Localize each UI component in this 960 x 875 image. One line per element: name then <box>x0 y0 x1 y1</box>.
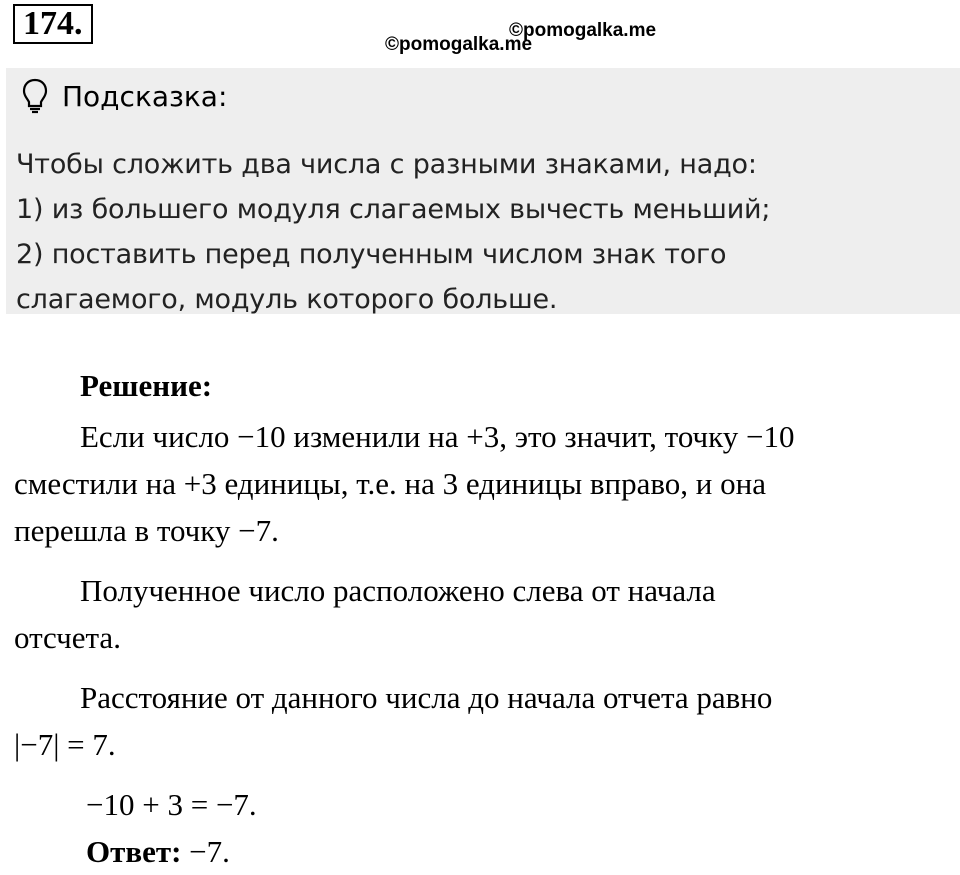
hint-title: Подсказка: <box>62 79 228 113</box>
watermark: ©pomogalka.me <box>385 34 533 55</box>
hint-line: 2) поставить перед полученным числом знак того <box>16 239 727 270</box>
lightbulb-icon <box>22 78 48 114</box>
hint-panel <box>6 68 960 314</box>
paragraph-line: Если число −10 изменили на +3, это значит, точку −10 <box>80 419 795 454</box>
paragraph-line: Полученное число расположено слева от начала <box>80 573 716 608</box>
hint-header <box>22 78 227 114</box>
paragraph-line: перешла в точку −7. <box>14 513 279 548</box>
task-number <box>13 4 93 44</box>
solution-paragraph-3 <box>14 674 950 768</box>
watermark: ©pomogalka.me <box>509 20 657 41</box>
hint-line: Чтобы сложить два числа с разными знаками, надо: <box>16 149 757 180</box>
task-number-value: 174 <box>23 5 74 42</box>
solution-paragraph-2 <box>14 567 950 661</box>
equation: −10 + 3 = −7. <box>86 787 257 822</box>
paragraph-line: отсчета. <box>14 620 121 655</box>
solution-paragraph-1 <box>14 413 950 554</box>
hint-line: 1) из большего модуля слагаемых вычесть меньший; <box>16 194 771 225</box>
answer-label: Ответ: <box>86 834 182 869</box>
answer-value: −7. <box>181 834 230 869</box>
solution-title: Решение: <box>80 368 213 403</box>
task-number-suffix: . <box>74 5 83 42</box>
answer <box>14 828 950 875</box>
hint-line: слагаемого, модуль которого больше. <box>16 284 558 315</box>
paragraph-line: |−7| = 7. <box>14 727 116 762</box>
paragraph-line: Расстояние от данного числа до начала отчета равно <box>80 680 773 715</box>
paragraph-line: сместили на +3 единицы, т.е. на 3 единицы вправо, и она <box>14 466 766 501</box>
solution <box>14 362 950 875</box>
hint-text <box>16 142 946 322</box>
